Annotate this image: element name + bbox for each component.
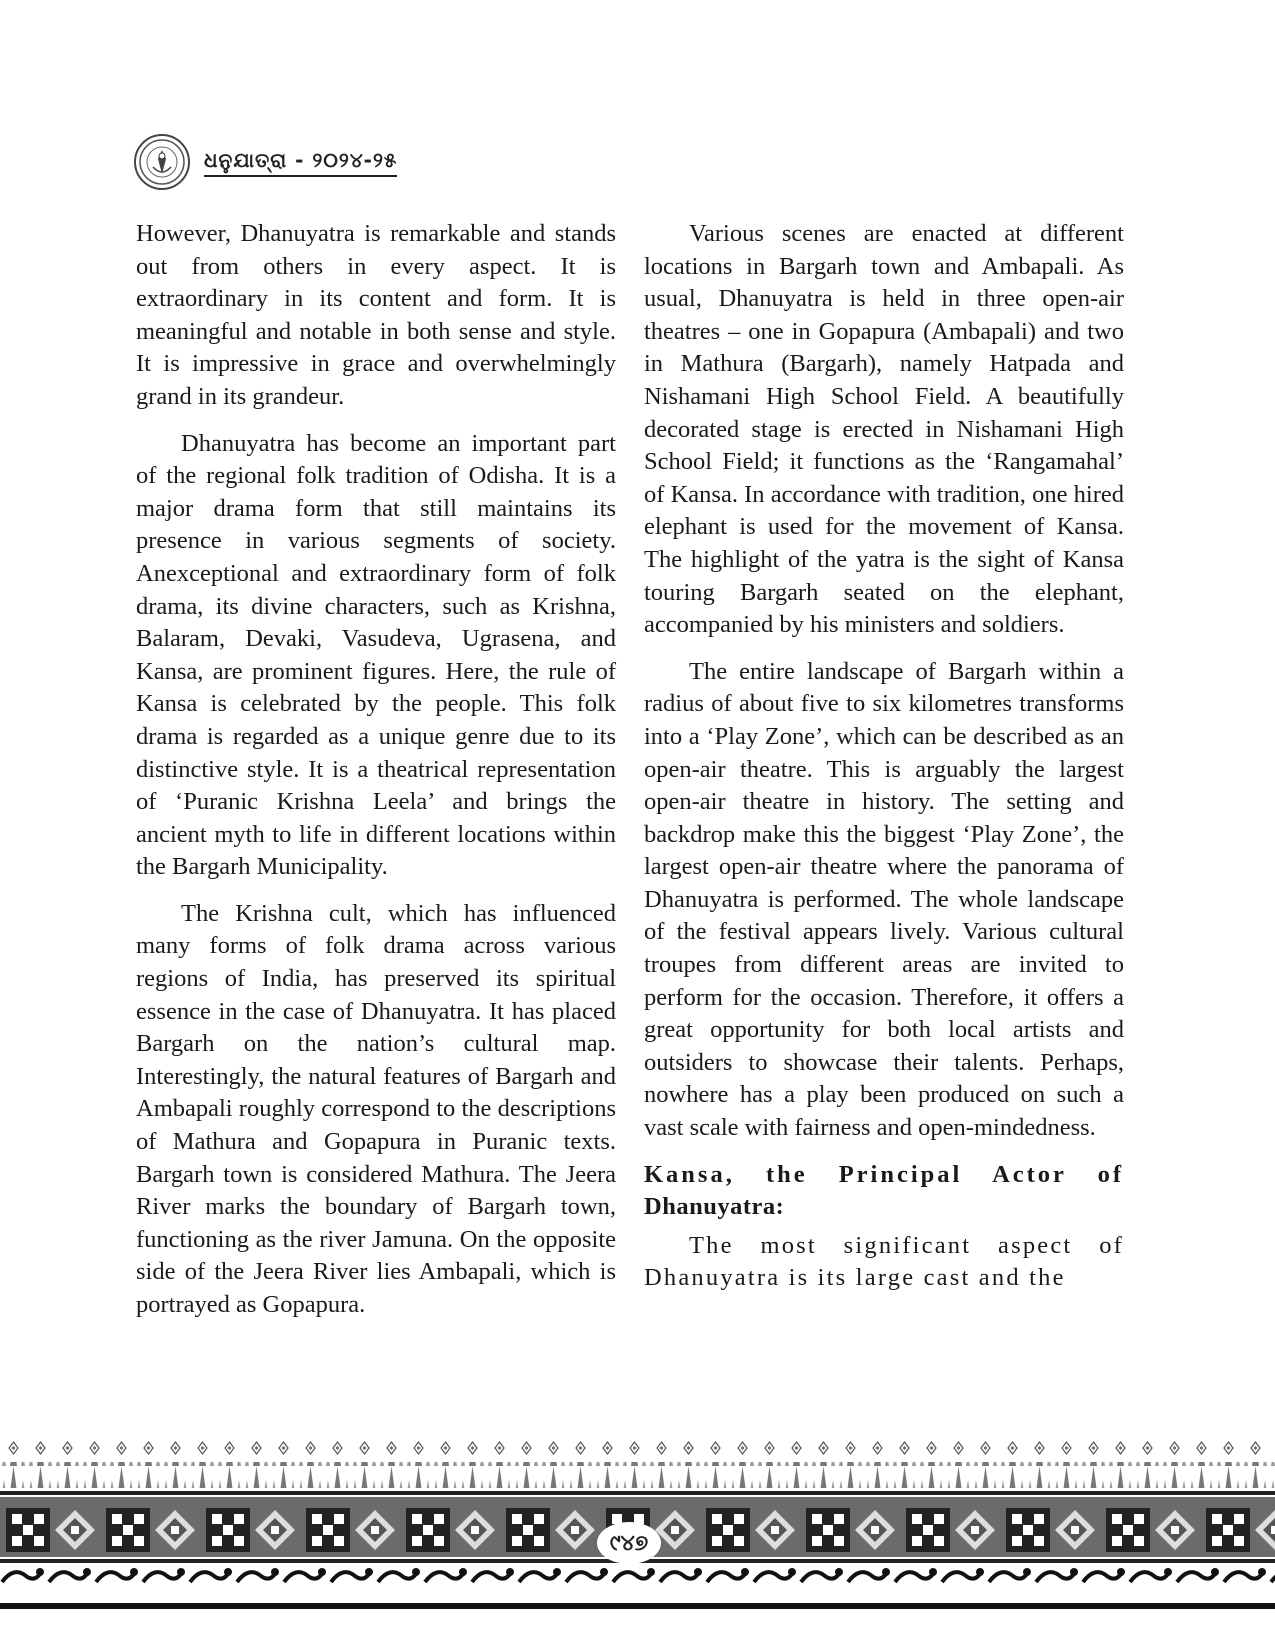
page-header	[134, 134, 397, 190]
journal-title: ଧନୁଯାତ୍ରା - ୨୦୨୪-୨୫	[204, 148, 397, 177]
paragraph: However, Dhanuyatra is remarkable and stands out from others in every aspect. It is extraordinary in its content and form. It is meaningful and notable in both sense and style. It is impressive in grace and overwhelmingly grand in its grandeur.	[136, 220, 616, 410]
section-heading	[644, 1159, 1124, 1224]
left-column	[136, 218, 616, 1336]
right-column	[644, 218, 1124, 1309]
paragraph: The entire landscape of Bargarh within a radius of about five to six kilometres transforms into a ‘Play Zone’, which can be described as an open-air theatre. This is arguably the largest open-air theatre in history. The setting and backdrop make this the biggest ‘Play Zone’, the largest open-air theatre where the panorama of Dhanuyatra is performed. The whole landscape of the festival appears lively. Various cultural troupes from different areas are invited to perform for the occasion. Therefore, it offers a great opportunity for both local artists and outsiders to showcase their talents. Perhaps, nowhere has a play been produced on such a vast scale with fairness and open-mindedness.	[644, 657, 1124, 1142]
paragraph: The most significant aspect of Dhanuyatra is its large cast and the	[644, 1231, 1124, 1292]
section-heading-line: Kansa, the Principal Actor of	[644, 1160, 1124, 1188]
paragraph: Various scenes are enacted at different locations in Bargarh town and Ambapali. As usual, Dhanuyatra is held in three open-air theatres – one in Gopapura (Ambapali) and two in Mathura (Bargarh), namely Hatpada and Nishamani High School Field. A beautifully decorated stage is erected in Nishamani High School Field; it functions as the ‘Rangamahal’ of Kansa. In accordance with tradition, one hired elephant is used for the movement of Kansa. The highlight of the yatra is the sight of Kansa touring Bargarh seated on the elephant, accompanied by his ministers and soldiers.	[644, 220, 1124, 639]
emblem-seal-icon	[134, 134, 190, 190]
section-heading-line: Dhanuyatra:	[644, 1193, 785, 1221]
paragraph: The Krishna cult, which has influenced many forms of folk drama across various regions of India, has preserved its spiritual essence in the case of Dhanuyatra. It has placed Bargarh on the nation’s cultural map. Interestingly, the natural features of Bargarh and Ambapali roughly correspond to the descriptions of Mathura and Gopapura in Puranic texts. Bargarh town is considered Mathura. The Jeera River marks the boundary of Bargarh town, functioning as the river Jamuna. On the opposite side of the Jeera River lies Ambapali, which is portrayed as Gopapura.	[136, 899, 616, 1318]
page-number: ୯୪୭	[597, 1522, 661, 1564]
paragraph: Dhanuyatra has become an important part of the regional folk tradition of Odisha. It is a major drama form that still maintains its presence in various segments of society. Anexceptional and extraordinary form of folk drama, its divine characters, such as Krishna, Balaram, Devaki, Vasudeva, Ugrasena, and Kansa, are prominent figures. Here, the rule of Kansa is celebrated by the people. This folk drama is regarded as a unique genre due to its distinctive style. It is a theatrical representation of ‘Puranic Krishna Leela’ and brings the ancient myth to life in different locations within the Bargarh Municipality.	[136, 429, 616, 881]
